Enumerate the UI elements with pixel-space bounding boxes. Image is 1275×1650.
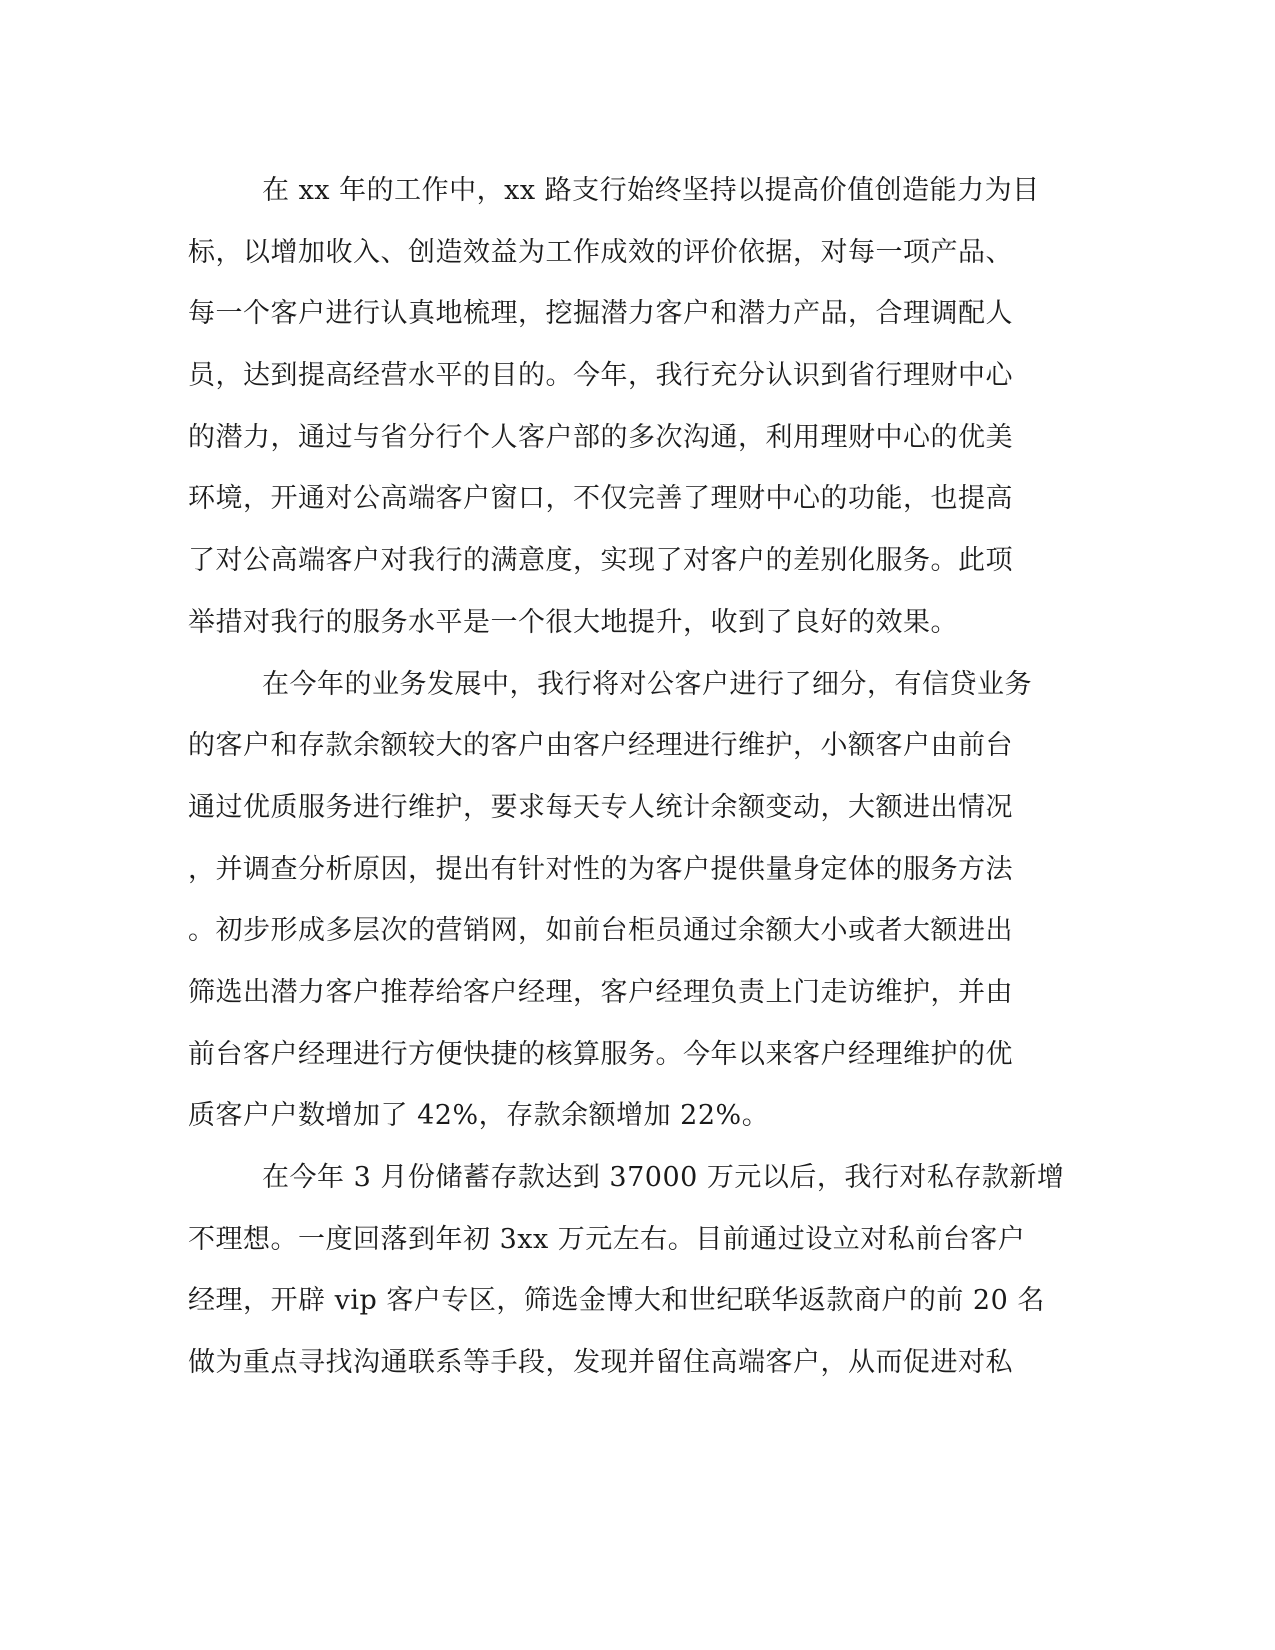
text-line: 。初步形成多层次的营销网，如前台柜员通过余额大小或者大额进出 (188, 915, 1013, 947)
text-line: 每一个客户进行认真地梳理，挖掘潜力客户和潜力产品，合理调配人 (188, 298, 1013, 330)
paragraph-2 (188, 654, 1068, 1148)
text-line: 的客户和存款余额较大的客户由客户经理进行维护，小额客户由前台 (188, 730, 1013, 762)
text-line: 前台客户经理进行方便快捷的核算服务。今年以来客户经理维护的优 (188, 1038, 1013, 1070)
text-line: 环境，开通对公高端客户窗口，不仅完善了理财中心的功能，也提高 (188, 483, 1013, 515)
text-line: 了对公高端客户对我行的满意度，实现了对客户的差别化服务。此项 (188, 545, 1013, 577)
text-line: 员，达到提高经营水平的目的。今年，我行充分认识到省行理财中心 (188, 360, 1013, 392)
text-line: 质客户户数增加了 42%，存款余额增加 22%。 (188, 1100, 770, 1132)
text-line: ，并调查分析原因，提出有针对性的为客户提供量身定体的服务方法 (188, 853, 1013, 885)
text-line: 的潜力，通过与省分行个人客户部的多次沟通，利用理财中心的优美 (188, 421, 1013, 453)
text-line: 标，以增加收入、创造效益为工作成效的评价依据，对每一项产品、 (188, 236, 1013, 268)
text-line: 不理想。一度回落到年初 3xx 万元左右。目前通过设立对私前台客户 (188, 1223, 1026, 1255)
text-line: 举措对我行的服务水平是一个很大地提升，收到了良好的效果。 (188, 606, 958, 638)
body-text (188, 160, 1068, 1394)
text-line: 通过优质服务进行维护，要求每天专人统计余额变动，大额进出情况 (188, 791, 1013, 823)
text-line: 在 xx 年的工作中，xx 路支行始终坚持以提高价值创造能力为目 (262, 175, 1040, 206)
text-line: 做为重点寻找沟通联系等手段，发现并留住高端客户，从而促进对私 (188, 1347, 1013, 1379)
text-line: 在今年 3 月份储蓄存款达到 37000 万元以后，我行对私存款新增 (262, 1162, 1065, 1193)
text-line: 经理，开辟 vip 客户专区，筛选金博大和世纪联华返款商户的前 20 名 (188, 1285, 1045, 1317)
paragraph-3 (188, 1147, 1068, 1394)
text-line: 在今年的业务发展中，我行将对公客户进行了细分，有信贷业务 (262, 668, 1032, 700)
text-line: 筛选出潜力客户推荐给客户经理，客户经理负责上门走访维护，并由 (188, 976, 1013, 1008)
paragraph-1 (188, 160, 1068, 654)
